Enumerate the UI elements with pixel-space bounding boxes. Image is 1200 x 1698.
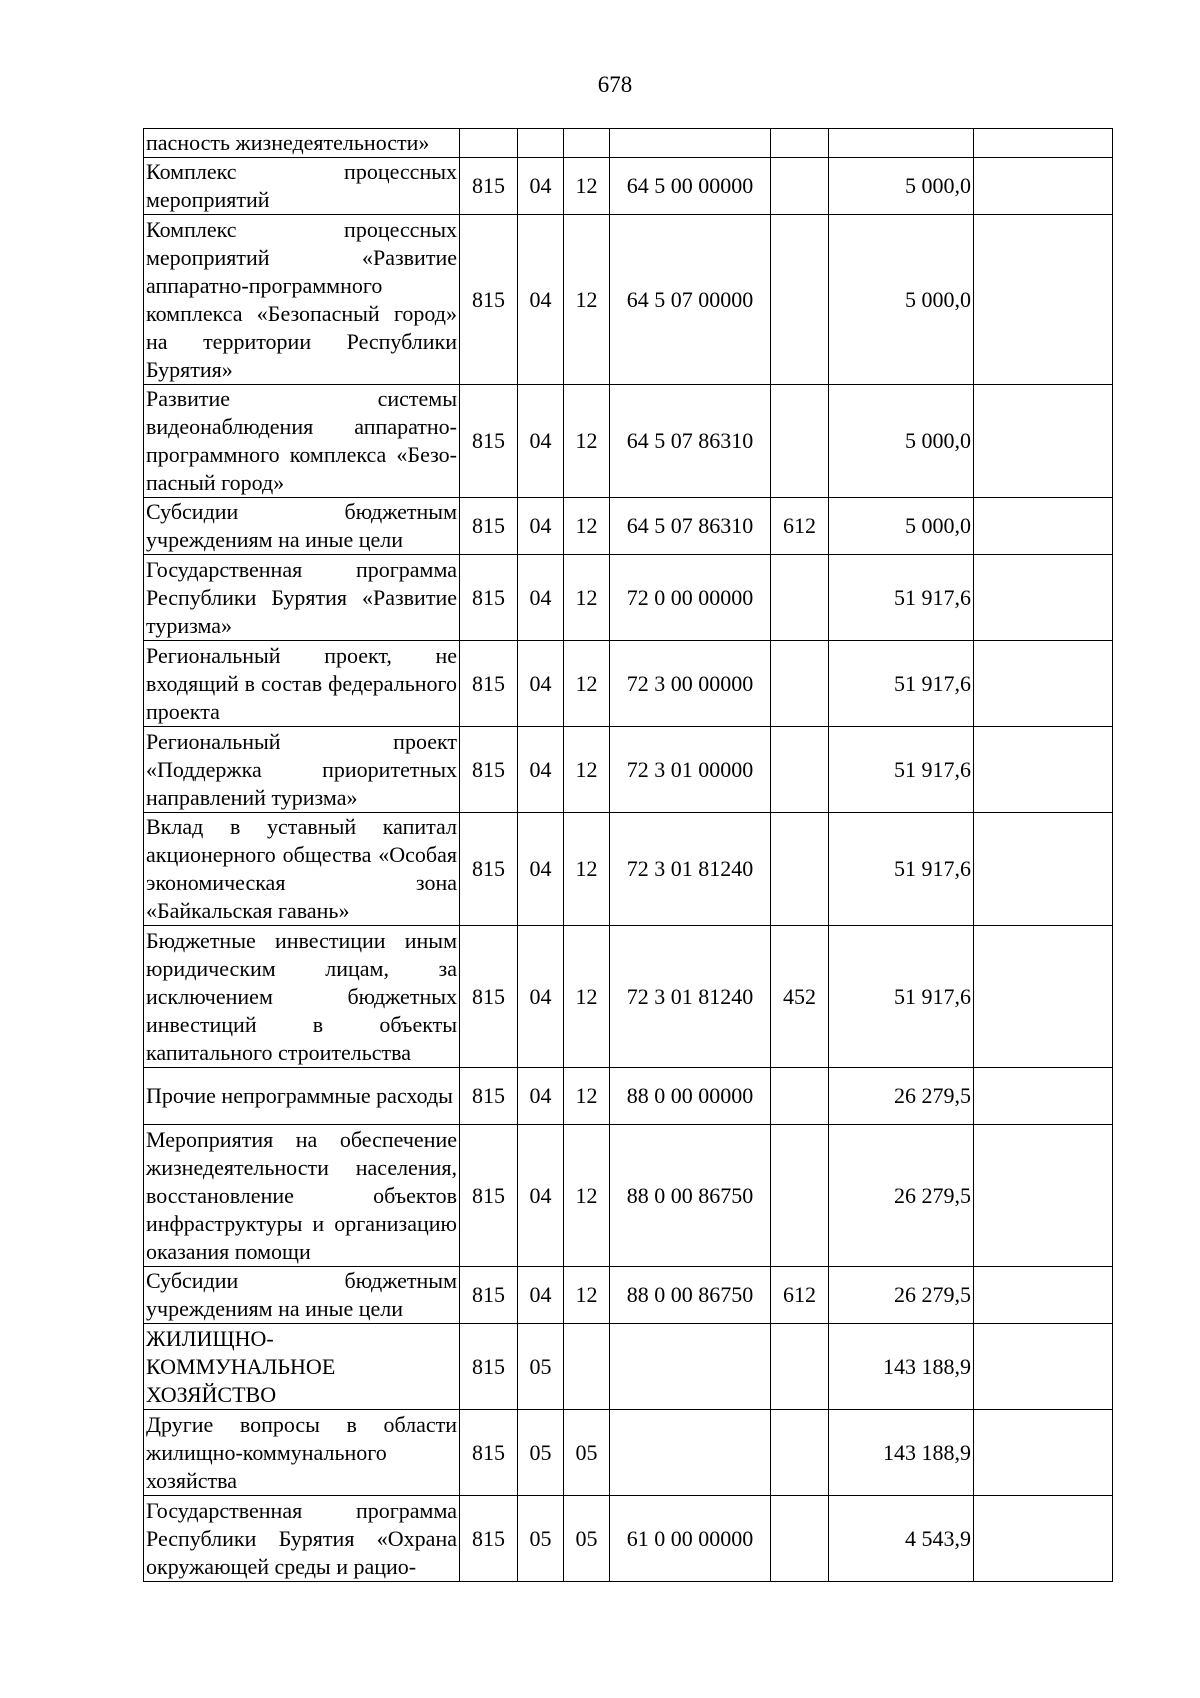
extra-empty-cell [974,1125,1113,1267]
extra-empty-cell [974,1267,1113,1324]
expense-type-cell [771,813,829,926]
subsection-code-cell: 05 [564,1410,610,1496]
amount-cell: 51 917,6 [829,926,974,1068]
target-article-cell [610,129,771,158]
extra-empty-cell [974,1068,1113,1125]
subsection-code-cell [564,1324,610,1410]
grbs-code-cell: 815 [460,1068,518,1125]
table-row [144,727,1113,813]
expense-type-cell: 452 [771,926,829,1068]
row-description: Комплекс процессных мероприятий «Развитие аппаратно-программного комплекса «Безопасный город» на территории Республики Бурятия» [144,215,460,385]
row-description: Бюджетные инвестиции иным юридическим лицам, за исключением бюджетных инвестиций в объекты капитального строительства [144,926,460,1068]
table-row [144,1496,1113,1582]
target-article-cell: 72 3 01 81240 [610,813,771,926]
table-row [144,498,1113,555]
row-description: Другие вопросы в области жилищно-коммунального хозяйства [144,1410,460,1496]
table-row [144,129,1113,158]
grbs-code-cell [460,129,518,158]
subsection-code-cell: 12 [564,555,610,641]
amount-cell: 26 279,5 [829,1267,974,1324]
grbs-code-cell: 815 [460,1496,518,1582]
target-article-cell: 64 5 00 00000 [610,158,771,215]
amount-cell: 143 188,9 [829,1324,974,1410]
subsection-code-cell: 12 [564,641,610,727]
section-code-cell: 04 [518,926,564,1068]
expense-type-cell [771,385,829,498]
subsection-code-cell: 05 [564,1496,610,1582]
extra-empty-cell [974,498,1113,555]
budget-table [143,128,1113,1582]
table-row [144,158,1113,215]
row-description: Вклад в уставный капитал акционерного общества «Особая экономическая зона «Байкальская гавань» [144,813,460,926]
table-body [144,129,1113,1582]
section-code-cell: 04 [518,813,564,926]
extra-empty-cell [974,727,1113,813]
row-description: Прочие непрограммные расходы [144,1068,460,1125]
section-code-cell: 04 [518,727,564,813]
section-code-cell: 04 [518,1267,564,1324]
table-row [144,813,1113,926]
subsection-code-cell: 12 [564,727,610,813]
extra-empty-cell [974,813,1113,926]
subsection-code-cell: 12 [564,498,610,555]
row-description: Комплекс процессных мероприятий [144,158,460,215]
target-article-cell: 64 5 07 00000 [610,215,771,385]
page-number: 678 [597,72,633,97]
subsection-code-cell: 12 [564,1267,610,1324]
amount-cell: 51 917,6 [829,641,974,727]
grbs-code-cell: 815 [460,813,518,926]
target-article-cell: 88 0 00 86750 [610,1267,771,1324]
section-code-cell: 04 [518,1068,564,1125]
target-article-cell [610,1410,771,1496]
amount-cell: 26 279,5 [829,1125,974,1267]
extra-empty-cell [974,129,1113,158]
grbs-code-cell: 815 [460,385,518,498]
subsection-code-cell: 12 [564,385,610,498]
extra-empty-cell [974,1324,1113,1410]
table-row [144,926,1113,1068]
target-article-cell: 72 3 01 00000 [610,727,771,813]
extra-empty-cell [974,385,1113,498]
expense-type-cell [771,555,829,641]
extra-empty-cell [974,215,1113,385]
target-article-cell: 64 5 07 86310 [610,385,771,498]
row-description: Развитие системы видеонаблюдения аппаратно-программного комплекса «Безо-пасный город» [144,385,460,498]
subsection-code-cell: 12 [564,926,610,1068]
grbs-code-cell: 815 [460,1410,518,1496]
target-article-cell: 72 3 00 00000 [610,641,771,727]
subsection-code-cell: 12 [564,215,610,385]
section-code-cell: 04 [518,498,564,555]
expense-type-cell: 612 [771,1267,829,1324]
expense-type-cell [771,1410,829,1496]
expense-type-cell [771,129,829,158]
amount-cell: 51 917,6 [829,727,974,813]
target-article-cell: 72 3 01 81240 [610,926,771,1068]
grbs-code-cell: 815 [460,498,518,555]
section-code-cell: 04 [518,158,564,215]
amount-cell: 5 000,0 [829,498,974,555]
row-description: Мероприятия на обеспечение жизнедеятельности населения, восстановление объектов инфраструктуры и организацию оказания помощи [144,1125,460,1267]
amount-cell: 51 917,6 [829,555,974,641]
grbs-code-cell: 815 [460,926,518,1068]
table-row [144,1125,1113,1267]
row-description: Субсидии бюджетным учреждениям на иные цели [144,1267,460,1324]
section-code-cell: 04 [518,215,564,385]
section-code-cell: 04 [518,555,564,641]
expense-type-cell [771,641,829,727]
section-code-cell: 04 [518,641,564,727]
row-description: Региональный проект, не входящий в состав федерального проекта [144,641,460,727]
section-code-cell [518,129,564,158]
amount-cell: 51 917,6 [829,813,974,926]
expense-type-cell [771,158,829,215]
grbs-code-cell: 815 [460,727,518,813]
target-article-cell: 88 0 00 86750 [610,1125,771,1267]
grbs-code-cell: 815 [460,1267,518,1324]
table-row [144,1410,1113,1496]
amount-cell: 5 000,0 [829,215,974,385]
row-description: ЖИЛИЩНО-КОММУНАЛЬНОЕ ХОЗЯЙСТВО [144,1324,460,1410]
grbs-code-cell: 815 [460,158,518,215]
section-code-cell: 04 [518,1125,564,1267]
extra-empty-cell [974,1410,1113,1496]
subsection-code-cell: 12 [564,1125,610,1267]
target-article-cell: 72 0 00 00000 [610,555,771,641]
row-description: Региональный проект «Поддержка приоритетных направлений туризма» [144,727,460,813]
subsection-code-cell [564,129,610,158]
target-article-cell: 64 5 07 86310 [610,498,771,555]
expense-type-cell [771,1496,829,1582]
table-row [144,1324,1113,1410]
target-article-cell: 88 0 00 00000 [610,1068,771,1125]
amount-cell: 5 000,0 [829,158,974,215]
amount-cell: 26 279,5 [829,1068,974,1125]
amount-cell: 5 000,0 [829,385,974,498]
table-row [144,215,1113,385]
grbs-code-cell: 815 [460,1125,518,1267]
grbs-code-cell: 815 [460,555,518,641]
extra-empty-cell [974,555,1113,641]
expense-type-cell [771,215,829,385]
table-row [144,1068,1113,1125]
expense-type-cell [771,1125,829,1267]
grbs-code-cell: 815 [460,1324,518,1410]
extra-empty-cell [974,1496,1113,1582]
expense-type-cell: 612 [771,498,829,555]
row-description: пасность жизнедеятельности» [144,129,460,158]
section-code-cell: 05 [518,1324,564,1410]
expense-type-cell [771,1068,829,1125]
section-code-cell: 05 [518,1410,564,1496]
extra-empty-cell [974,641,1113,727]
amount-cell: 143 188,9 [829,1410,974,1496]
subsection-code-cell: 12 [564,813,610,926]
amount-cell: 4 543,9 [829,1496,974,1582]
extra-empty-cell [974,158,1113,215]
grbs-code-cell: 815 [460,641,518,727]
amount-cell [829,129,974,158]
table-row [144,641,1113,727]
grbs-code-cell: 815 [460,215,518,385]
target-article-cell [610,1324,771,1410]
row-description: Государственная программа Республики Бурятия «Развитие туризма» [144,555,460,641]
row-description: Субсидии бюджетным учреждениям на иные цели [144,498,460,555]
expense-type-cell [771,1324,829,1410]
table-row [144,555,1113,641]
extra-empty-cell [974,926,1113,1068]
row-description: Государственная программа Республики Бурятия «Охрана окружающей среды и рацио- [144,1496,460,1582]
section-code-cell: 04 [518,385,564,498]
expense-type-cell [771,727,829,813]
target-article-cell: 61 0 00 00000 [610,1496,771,1582]
subsection-code-cell: 12 [564,158,610,215]
table-row [144,385,1113,498]
section-code-cell: 05 [518,1496,564,1582]
table-row [144,1267,1113,1324]
subsection-code-cell: 12 [564,1068,610,1125]
